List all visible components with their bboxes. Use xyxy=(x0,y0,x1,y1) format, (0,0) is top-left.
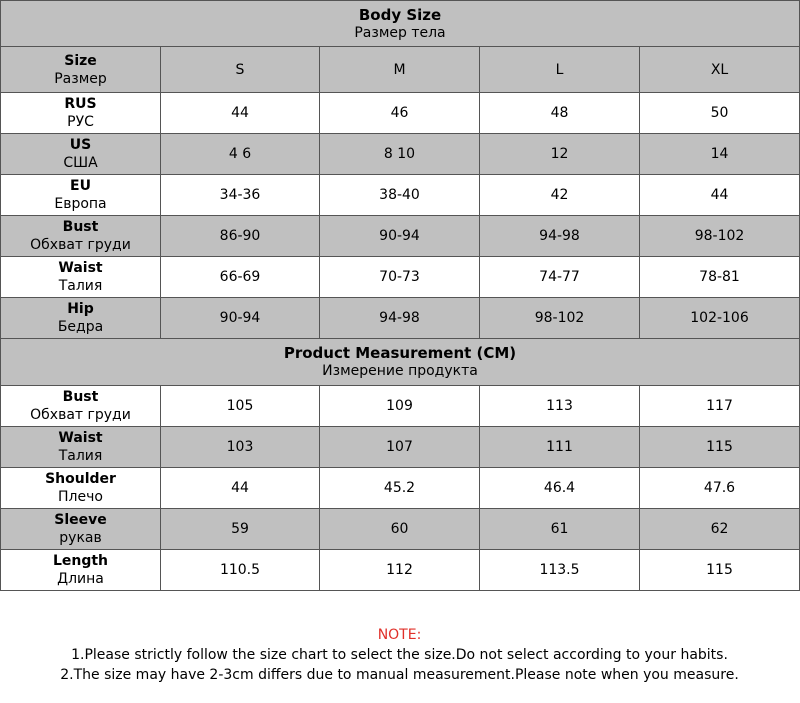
row-label-ru: Обхват груди xyxy=(30,407,131,423)
table-cell: 105 xyxy=(161,386,320,427)
body-size-row xyxy=(1,298,800,339)
table-cell: 66-69 xyxy=(161,257,320,298)
body-size-row xyxy=(1,257,800,298)
table-cell: 70-73 xyxy=(320,257,480,298)
table-cell: 107 xyxy=(320,427,480,468)
row-label-ru: Плечо xyxy=(58,489,103,505)
table-cell: 90-94 xyxy=(161,298,320,339)
table-cell: 61 xyxy=(480,509,640,550)
row-label-cell xyxy=(1,216,161,257)
body-size-title: Body Size xyxy=(358,5,442,24)
table-cell: 113.5 xyxy=(480,550,640,591)
row-label-cell xyxy=(1,550,161,591)
table-cell: 44 xyxy=(161,93,320,134)
note-section xyxy=(0,609,799,703)
table-cell: 102-106 xyxy=(640,298,800,339)
row-label-ru: Бедра xyxy=(57,319,104,335)
table-cell: 44 xyxy=(640,175,800,216)
product-rows xyxy=(1,386,800,591)
table-cell: 115 xyxy=(640,427,800,468)
body-size-row xyxy=(1,93,800,134)
size-label-cell xyxy=(1,47,161,93)
table-cell: 86-90 xyxy=(161,216,320,257)
table-cell: 62 xyxy=(640,509,800,550)
size-label-ru: Размер xyxy=(54,70,107,87)
table-cell: 48 xyxy=(480,93,640,134)
row-label-cell xyxy=(1,175,161,216)
product-header-row xyxy=(1,339,800,386)
product-row xyxy=(1,427,800,468)
table-cell: 109 xyxy=(320,386,480,427)
row-label-cell xyxy=(1,134,161,175)
row-label-ru: Европа xyxy=(54,196,107,212)
product-row xyxy=(1,550,800,591)
table-cell: 8 10 xyxy=(320,134,480,175)
row-label-cell xyxy=(1,509,161,550)
body-size-row xyxy=(1,216,800,257)
row-label-ru: Талия xyxy=(58,448,103,464)
table-cell: 14 xyxy=(640,134,800,175)
table-cell: 46.4 xyxy=(480,468,640,509)
table-cell: 98-102 xyxy=(640,216,800,257)
body-size-header-row xyxy=(1,1,800,47)
table-cell: 112 xyxy=(320,550,480,591)
table-cell: 94-98 xyxy=(320,298,480,339)
size-m: M xyxy=(320,47,480,93)
product-subtitle: Измерение продукта xyxy=(322,363,478,379)
table-cell: 113 xyxy=(480,386,640,427)
table-cell: 12 xyxy=(480,134,640,175)
note-title: NOTE: xyxy=(377,627,422,643)
table-cell: 117 xyxy=(640,386,800,427)
table-cell: 47.6 xyxy=(640,468,800,509)
table-cell: 38-40 xyxy=(320,175,480,216)
row-label: Shoulder xyxy=(45,471,116,487)
table-cell: 111 xyxy=(480,427,640,468)
row-label: Sleeve xyxy=(54,512,107,528)
table-cell: 42 xyxy=(480,175,640,216)
row-label-ru: Обхват груди xyxy=(30,237,131,253)
table-cell: 46 xyxy=(320,93,480,134)
note-line-2: 2.The size may have 2-3cm differs due to manual measurement.Please note when you measure. xyxy=(60,667,739,683)
table-cell: 98-102 xyxy=(480,298,640,339)
product-title-cell xyxy=(1,339,800,386)
row-label-ru: Талия xyxy=(58,278,103,294)
note-line-1: 1.Please strictly follow the size chart to select the size.Do not select according to your habits. xyxy=(71,647,728,663)
body-size-row xyxy=(1,134,800,175)
row-label: Waist xyxy=(58,260,103,276)
table-cell: 94-98 xyxy=(480,216,640,257)
row-label: Bust xyxy=(62,389,99,405)
row-label: Hip xyxy=(67,301,94,317)
size-xl: XL xyxy=(640,47,800,93)
table-cell: 60 xyxy=(320,509,480,550)
table-cell: 103 xyxy=(161,427,320,468)
size-l: L xyxy=(480,47,640,93)
size-s: S xyxy=(161,47,320,93)
product-title: Product Measurement (CM) xyxy=(283,344,517,362)
table-cell: 115 xyxy=(640,550,800,591)
row-label-cell xyxy=(1,386,161,427)
table-cell: 74-77 xyxy=(480,257,640,298)
row-label: RUS xyxy=(64,96,97,112)
row-label: US xyxy=(69,137,92,153)
body-size-subtitle: Размер тела xyxy=(354,24,446,41)
size-label: Size xyxy=(64,52,97,69)
table-cell: 50 xyxy=(640,93,800,134)
row-label: EU xyxy=(70,178,91,194)
product-row xyxy=(1,386,800,427)
table-cell: 4 6 xyxy=(161,134,320,175)
table-cell: 90-94 xyxy=(320,216,480,257)
row-label: Length xyxy=(52,553,109,569)
row-label-ru: РУС xyxy=(67,114,94,130)
table-cell: 110.5 xyxy=(161,550,320,591)
row-label-cell xyxy=(1,468,161,509)
body-size-title-cell xyxy=(1,1,800,47)
row-label-cell xyxy=(1,257,161,298)
table-cell: 34-36 xyxy=(161,175,320,216)
body-size-row xyxy=(1,175,800,216)
product-row xyxy=(1,468,800,509)
product-row xyxy=(1,509,800,550)
row-label-cell xyxy=(1,298,161,339)
row-label-ru: Длина xyxy=(57,571,104,587)
row-label-ru: рукав xyxy=(59,530,102,546)
table-cell: 78-81 xyxy=(640,257,800,298)
row-label: Bust xyxy=(62,219,99,235)
row-label-ru: США xyxy=(63,155,98,171)
size-header-row xyxy=(1,47,800,93)
body-size-rows xyxy=(1,93,800,339)
row-label: Waist xyxy=(58,430,103,446)
table-cell: 44 xyxy=(161,468,320,509)
row-label-cell xyxy=(1,93,161,134)
row-label-cell xyxy=(1,427,161,468)
table-cell: 45.2 xyxy=(320,468,480,509)
table-cell: 59 xyxy=(161,509,320,550)
